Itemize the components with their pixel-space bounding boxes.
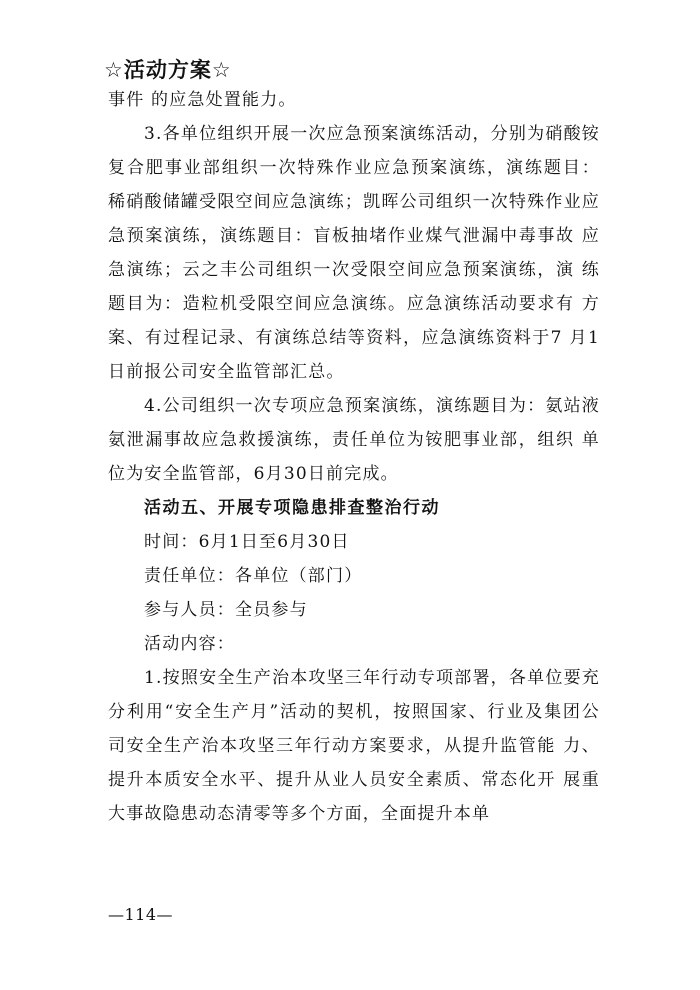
activity-content-label: 活动内容： — [144, 634, 235, 654]
participants: 参与人员：全员参与 — [144, 600, 308, 620]
activity-time: 时间：6月1日至6月30日 — [144, 532, 350, 552]
page-number: —114— — [108, 905, 174, 924]
paragraph-hazard-investigation: 1.按照安全生产治本攻坚三年行动专项部署，各单位要充分利用“安全生产月”活动的契机，按照国家、行业及集团公司安全生产治本攻坚三年行动方案要求，从提升监管能 力、提升本质安全水平、提升从业人员安全素质、常态化开 展重大事故隐患动态清零等多个方面，全面提升本单 — [108, 668, 600, 824]
paragraph-continuation: 事件 的应急处置能力。 — [108, 90, 297, 110]
document-body — [108, 83, 600, 831]
responsible-unit: 责任单位：各单位（部门） — [144, 566, 363, 586]
page-header-title: ☆活动方案☆ — [104, 58, 232, 82]
section-heading: 活动五、开展专项隐患排查整治行动 — [144, 498, 440, 518]
paragraph-drill-activities: 3.各单位组织开展一次应急预案演练活动，分别为硝酸铵复合肥事业部组织一次特殊作业应急预案演练，演练题目： 稀硝酸储罐受限空间应急演练；凯晖公司组织一次特殊作业应急预案演练，演练题目：盲板抽堵作业煤气泄漏中毒事故 应急演练；云之丰公司组织一次受限空间应急预案演练，演 练题目为：造粒机受限空间应急演练。应急演练活动要求有 方案、有过程记录、有演练总结等资料，应急演练资料于7 月1日前报公司安全监管部汇总。 — [108, 124, 600, 382]
paragraph-company-drill: 4.公司组织一次专项应急预案演练，演练题目为：氨站液氨泄漏事故应急救援演练，责任单位为铵肥事业部，组织 单位为安全监管部，6月30日前完成。 — [108, 396, 600, 484]
